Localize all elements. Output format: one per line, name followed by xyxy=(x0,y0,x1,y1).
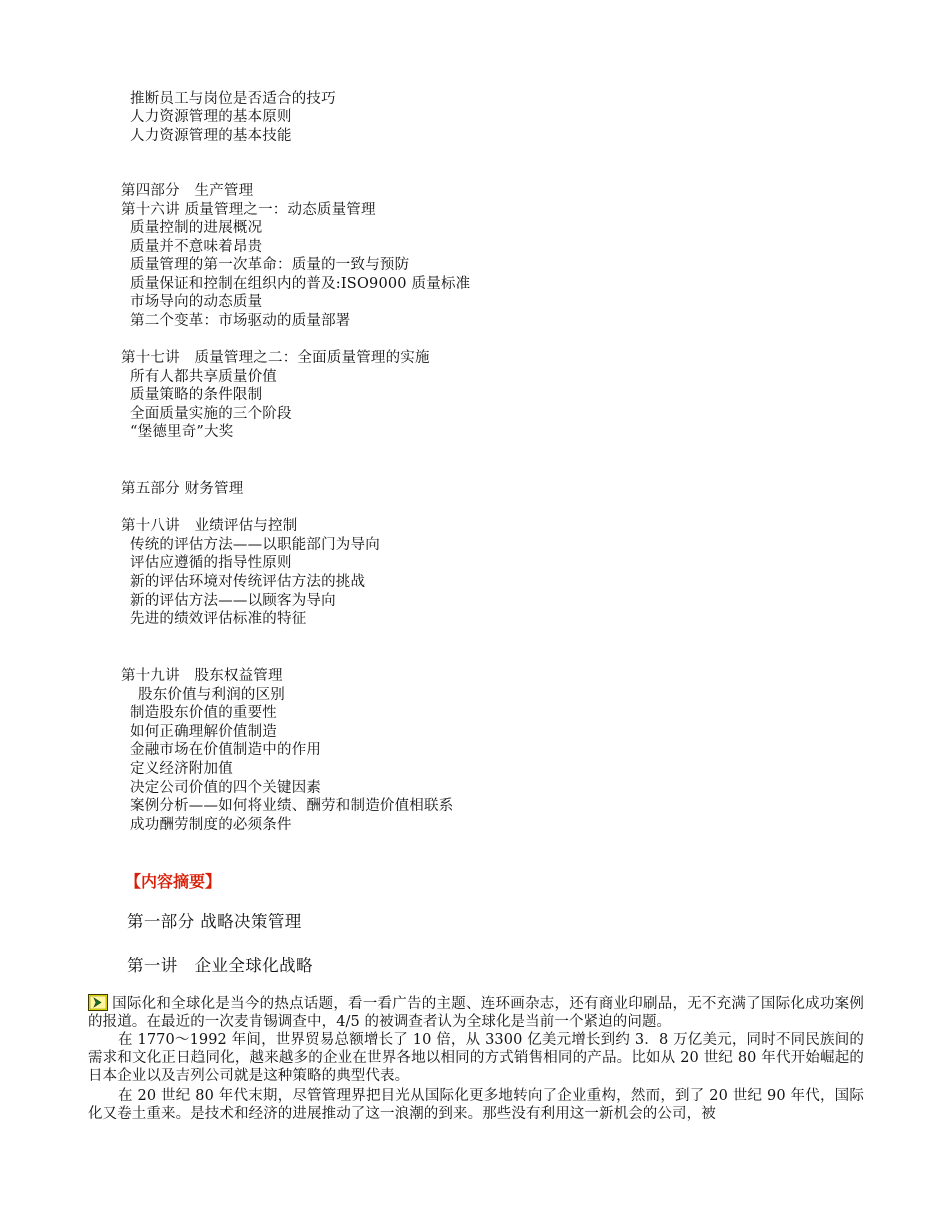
list-item: 所有人都共享质量价值 xyxy=(130,369,277,385)
lecture16-title: 第十六讲 质量管理之一：动态质量管理 xyxy=(121,202,376,218)
paragraph-text: 国际化和全球化是当今的热点话题，看一看广告的主题、连环画杂志，还有商业印刷品，无不充满了国际化成功案例的报道。在最近的一次麦肯锡调查中，4/5 的被调查者认为全球化是当前一个紧迫的问题。 xyxy=(88,996,864,1030)
list-item: 人力资源管理的基本技能 xyxy=(130,128,292,144)
list-item: 质量控制的进展概况 xyxy=(130,220,263,236)
list-item: 推断员工与岗位是否适合的技巧 xyxy=(130,91,336,107)
list-item: 质量策略的条件限制 xyxy=(130,387,263,403)
list-item: 市场导向的动态质量 xyxy=(130,294,263,310)
list-item: 新的评估环境对传统评估方法的挑战 xyxy=(130,574,366,590)
list-item: 评估应遵循的指导性原则 xyxy=(130,555,292,571)
list-item: 人力资源管理的基本原则 xyxy=(130,109,292,125)
list-item: 成功酬劳制度的必须条件 xyxy=(130,817,292,833)
list-item: 股东价值与利润的区别 xyxy=(138,687,285,703)
list-item: “堡德里奇”大奖 xyxy=(130,424,234,440)
list-item: 第二个变革：市场驱动的质量部署 xyxy=(130,313,351,329)
list-item: 质量管理的第一次革命：质量的一致与预防 xyxy=(130,257,410,273)
lecture19-title: 第十九讲 股东权益管理 xyxy=(121,668,283,684)
list-item: 定义经济附加值 xyxy=(130,761,233,777)
paragraph-text: 在 20 世纪 80 年代末期，尽管管理界把目光从国际化更多地转向了企业重构，然而，到了 20 世纪 90 年代，国际化又卷土重来。是技术和经济的进展推动了这一浪潮的到来。那些没有利用这一新机会的公司，被 xyxy=(88,1088,864,1122)
list-item: 先进的绩效评估标准的特征 xyxy=(130,611,307,627)
list-item: 制造股东价值的重要性 xyxy=(130,705,277,721)
lecture1-title: 第一讲 企业全球化战略 xyxy=(127,956,313,975)
list-item: 传统的评估方法——以职能部门为导向 xyxy=(130,537,380,553)
list-item: 质量并不意味着昂贵 xyxy=(130,239,263,255)
part4-title: 第四部分 生产管理 xyxy=(121,183,254,199)
part1-title: 第一部分 战略决策管理 xyxy=(127,912,302,931)
list-item: 决定公司价值的四个关键因素 xyxy=(130,780,322,796)
list-item: 案例分析——如何将业绩、酬劳和制造价值相联系 xyxy=(130,798,454,814)
lecture18-title: 第十八讲 业绩评估与控制 xyxy=(121,518,298,534)
list-item: 质量保证和控制在组织内的普及:ISO9000 质量标准 xyxy=(130,276,471,292)
paragraph-text: 在 1770～1992 年间，世界贸易总额增长了 10 倍，从 3300 亿美元增长到约 3．8 万亿美元，同时不同民族间的需求和文化正日趋同化，越来越多的企业在世界各地以相同的方式销售相同的产品。比如从 20 世纪 80 年代开始崛起的日本企业以及吉列公司就是这种策略的典型代表。 xyxy=(88,1032,864,1084)
list-item: 金融市场在价值制造中的作用 xyxy=(130,742,322,758)
body-paragraph xyxy=(88,994,864,1031)
lecture17-title: 第十七讲 质量管理之二：全面质量管理的实施 xyxy=(121,350,430,366)
part5-title: 第五部分 财务管理 xyxy=(121,481,244,497)
body-paragraph xyxy=(88,1087,864,1123)
list-item: 全面质量实施的三个阶段 xyxy=(130,406,292,422)
list-item: 如何正确理解价值制造 xyxy=(130,724,277,740)
list-item: 新的评估方法——以顾客为导向 xyxy=(130,593,336,609)
summary-heading: 【内容摘要】 xyxy=(125,872,222,891)
note-arrow-icon xyxy=(88,994,108,1011)
body-paragraph xyxy=(88,1031,864,1085)
